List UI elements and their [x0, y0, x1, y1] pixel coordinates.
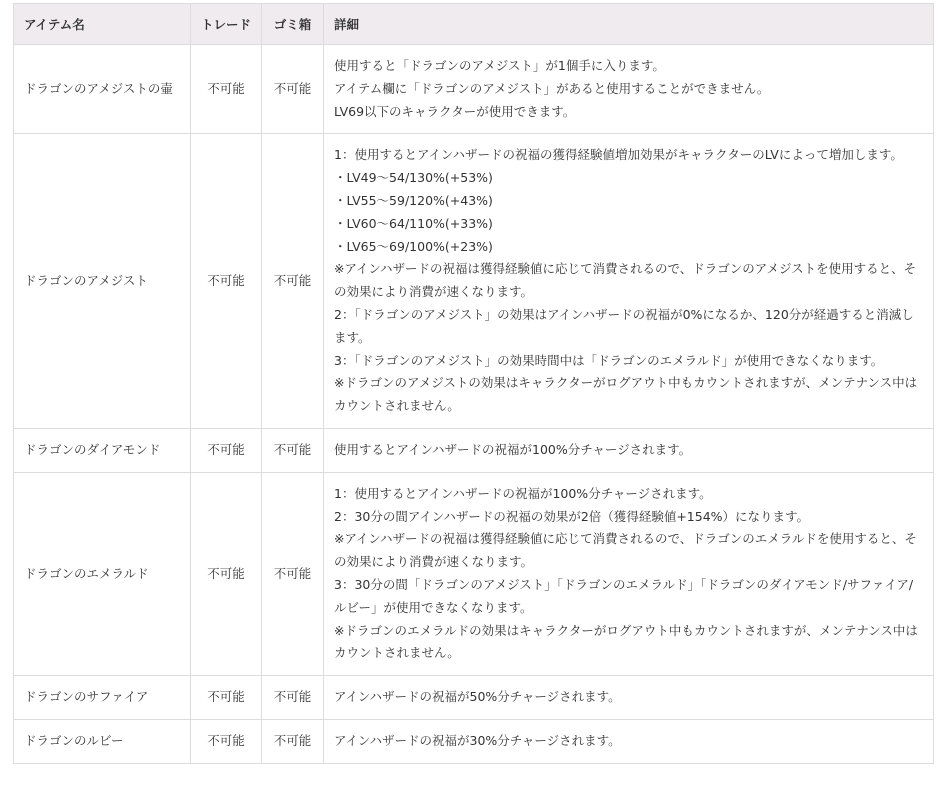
detail-line: 3：30分の間「ドラゴンのアメジスト」「ドラゴンのエメラルド」「ドラゴンのダイアモンド/サファイア/ルビー」が使用できなくなります。 [334, 576, 914, 615]
detail-cell [324, 428, 934, 472]
table-row [14, 472, 934, 675]
item-table [13, 3, 934, 764]
detail-line: 2：「ドラゴンのアメジスト」の効果はアインハザードの祝福が0%になるか、120分が経過すると消滅します。 [334, 306, 914, 345]
detail-line: アインハザードの祝福が30%分チャージされます。 [334, 732, 621, 748]
table-header [14, 4, 934, 45]
detail-line: アイテム欄に「ドラゴンのアメジスト」があると使用することができません。 [334, 80, 770, 96]
header-item-name: アイテム名 [14, 4, 191, 45]
detail-line: ※ドラゴンのエメラルドの効果はキャラクターがログアウト中もカウントされますが、メンテナンス中はカウントされません。 [334, 622, 918, 661]
trade-cell: 不可能 [191, 719, 262, 763]
table-row [14, 719, 934, 763]
item-name-cell: ドラゴンのエメラルド [14, 472, 191, 675]
detail-line: 3：「ドラゴンのアメジスト」の効果時間中は「ドラゴンのエメラルド」が使用できなくなります。 [334, 352, 884, 368]
trade-cell: 不可能 [191, 134, 262, 429]
table-row [14, 676, 934, 720]
trash-cell: 不可能 [262, 719, 324, 763]
item-name-cell: ドラゴンのサファイア [14, 676, 191, 720]
detail-line: ※ドラゴンのアメジストの効果はキャラクターがログアウト中もカウントされますが、メンテナンス中はカウントされません。 [334, 375, 918, 414]
detail-cell [324, 719, 934, 763]
table-row [14, 45, 934, 134]
header-trade: トレード [191, 4, 262, 45]
table-row [14, 428, 934, 472]
item-name-cell: ドラゴンのアメジストの壷 [14, 45, 191, 134]
detail-cell [324, 134, 934, 429]
item-name-cell: ドラゴンのルビー [14, 719, 191, 763]
table-body [14, 45, 934, 764]
detail-cell [324, 45, 934, 134]
item-name-cell: ドラゴンのダイアモンド [14, 428, 191, 472]
detail-cell [324, 676, 934, 720]
trash-cell: 不可能 [262, 676, 324, 720]
detail-line: 使用すると「ドラゴンのアメジスト」が1個手に入ります。 [334, 58, 665, 73]
trash-cell: 不可能 [262, 428, 324, 472]
detail-line: ・LV49～54/130%(+53%) [334, 170, 493, 186]
item-name-cell: ドラゴンのアメジスト [14, 134, 191, 429]
table-row [14, 134, 934, 429]
detail-line: ・LV65～69/100%(+23%) [334, 238, 493, 254]
detail-line: LV69以下のキャラクターが使用できます。 [334, 103, 576, 119]
detail-line: ・LV60～64/110%(+33%) [334, 215, 493, 231]
detail-line: 2：30分の間アインハザードの祝福の効果が2倍（獲得経験値+154%）になります。 [334, 508, 810, 524]
header-row [14, 4, 934, 45]
detail-cell [324, 472, 934, 675]
trade-cell: 不可能 [191, 428, 262, 472]
detail-line: アインハザードの祝福が50%分チャージされます。 [334, 689, 621, 705]
detail-line: ・LV55～59/120%(+43%) [334, 192, 493, 208]
detail-line: 1：使用するとアインハザードの祝福が100%分チャージされます。 [334, 485, 712, 501]
detail-line: 1：使用するとアインハザードの祝福の獲得経験値増加効果がキャラクターのLVによって増加します。 [334, 147, 903, 163]
header-trash: ゴミ箱 [262, 4, 324, 45]
detail-line: ※アインハザードの祝福は獲得経験値に応じて消費されるので、ドラゴンのエメラルドを使用すると、その効果により消費が速くなります。 [334, 531, 917, 570]
trash-cell: 不可能 [262, 134, 324, 429]
trash-cell: 不可能 [262, 45, 324, 134]
header-detail: 詳細 [324, 4, 934, 45]
trade-cell: 不可能 [191, 45, 262, 134]
detail-line: ※アインハザードの祝福は獲得経験値に応じて消費されるので、ドラゴンのアメジストを使用すると、その効果により消費が速くなります。 [334, 261, 917, 300]
detail-line: 使用するとアインハザードの祝福が100%分チャージされます。 [334, 441, 692, 457]
trade-cell: 不可能 [191, 472, 262, 675]
item-table-container [13, 3, 933, 764]
trade-cell: 不可能 [191, 676, 262, 720]
trash-cell: 不可能 [262, 472, 324, 675]
